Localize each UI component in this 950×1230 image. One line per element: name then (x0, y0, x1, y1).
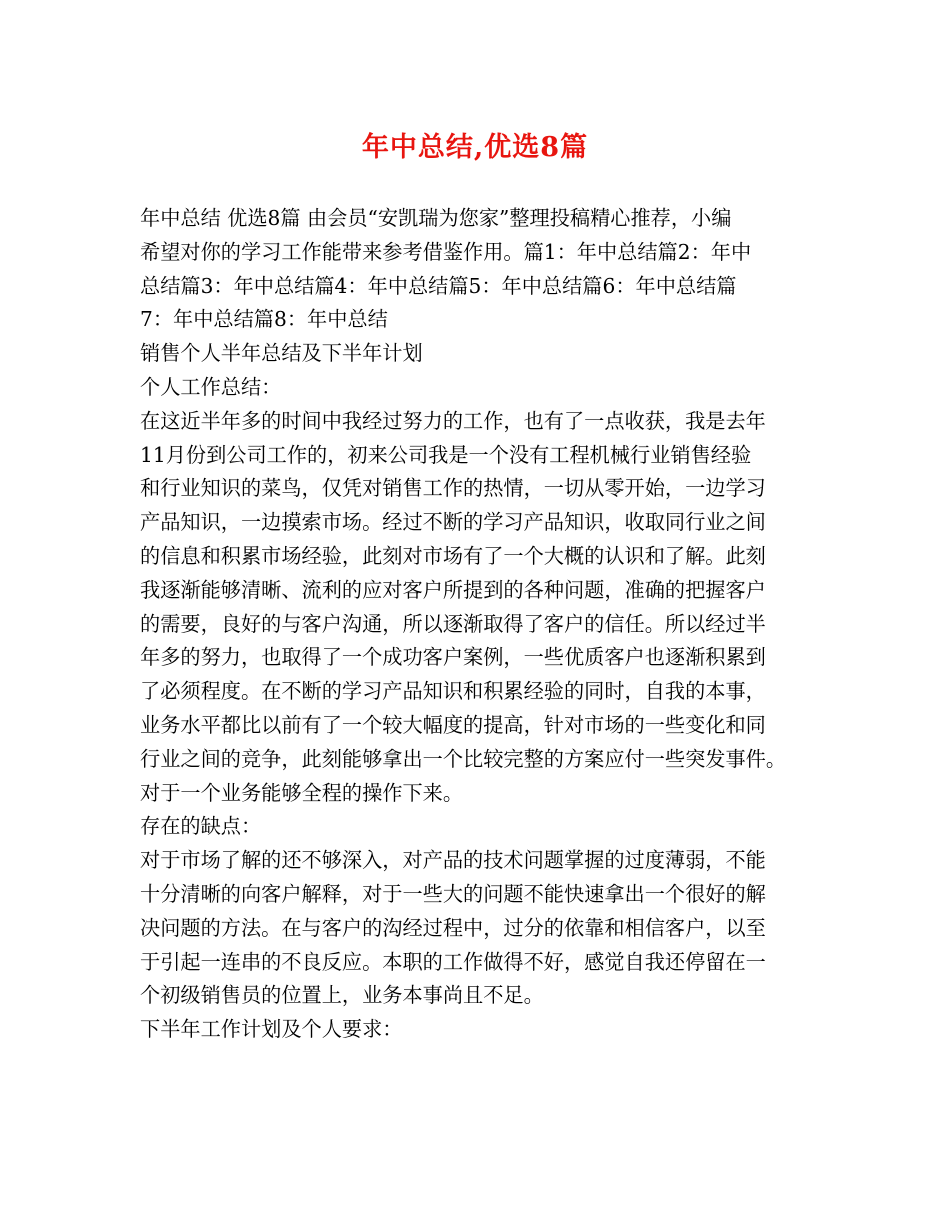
text-line: 销售个人半年总结及下半年计划 (140, 341, 423, 366)
text-line: 产品知识，一边摸索市场。经过不断的学习产品知识，收取同行业之间 (140, 510, 766, 535)
text-line: 希望对你的学习工作能带来参考借鉴作用。篇1：年中总结篇2：年中 (140, 239, 752, 264)
text-line: 行业之间的竞争，此刻能够拿出一个比较完整的方案应付一些突发事件。 (140, 746, 787, 771)
text-line: 年中总结 优选8篇 由会员“安凯瑞为您家”整理投稿精心推荐，小编 (140, 206, 732, 230)
text-line: 业务水平都比以前有了一个较大幅度的提高，针对市场的一些变化和同 (140, 712, 766, 737)
text-line: 总结篇3：年中总结篇4：年中总结篇5：年中总结篇6：年中总结篇 (140, 273, 737, 298)
text-line: 于引起一连串的不良反应。本职的工作做得不好，感觉自我还停留在一 (140, 949, 766, 974)
text-line: 年多的努力，也取得了一个成功客户案例，一些优质客户也逐渐积累到 (140, 645, 766, 670)
text-line: 7：年中总结篇8：年中总结 (140, 307, 388, 332)
text-line: 个初级销售员的位置上，业务本事尚且不足。 (140, 983, 544, 1008)
text-line: 下半年工作计划及个人要求： (140, 1017, 403, 1042)
text-line: 决问题的方法。在与客户的沟经过程中，过分的依靠和相信客户，以至 (140, 915, 766, 940)
text-line: 十分清晰的向客户解释，对于一些大的问题不能快速拿出一个很好的解 (140, 881, 766, 906)
text-line: 存在的缺点： (140, 814, 262, 839)
text-line: 在这近半年多的时间中我经过努力的工作，也有了一点收获，我是去年 (140, 408, 766, 433)
text-line: 和行业知识的菜鸟，仅凭对销售工作的热情，一切从零开始，一边学习 (140, 476, 766, 501)
text-line: 了必须程度。在不断的学习产品知识和积累经验的同时，自我的本事， (140, 679, 766, 704)
text-line: 11月份到公司工作的，初来公司我是一个没有工程机械行业销售经验 (140, 442, 752, 467)
text-line: 的需要，良好的与客户沟通，所以逐渐取得了客户的信任。所以经过半 (140, 611, 766, 636)
text-line: 我逐渐能够清晰、流利的应对客户所提到的各种问题，准确的把握客户 (140, 577, 766, 602)
document-title: 年中总结,优选8篇 (361, 132, 589, 163)
text-line: 的信息和积累市场经验，此刻对市场有了一个大概的认识和了解。此刻 (140, 543, 766, 568)
text-line: 对于市场了解的还不够深入，对产品的技术问题掌握的过度薄弱，不能 (140, 848, 766, 873)
document-body (140, 202, 820, 1047)
text-line: 个人工作总结： (140, 374, 282, 399)
text-line: 对于一个业务能够全程的操作下来。 (140, 780, 464, 805)
